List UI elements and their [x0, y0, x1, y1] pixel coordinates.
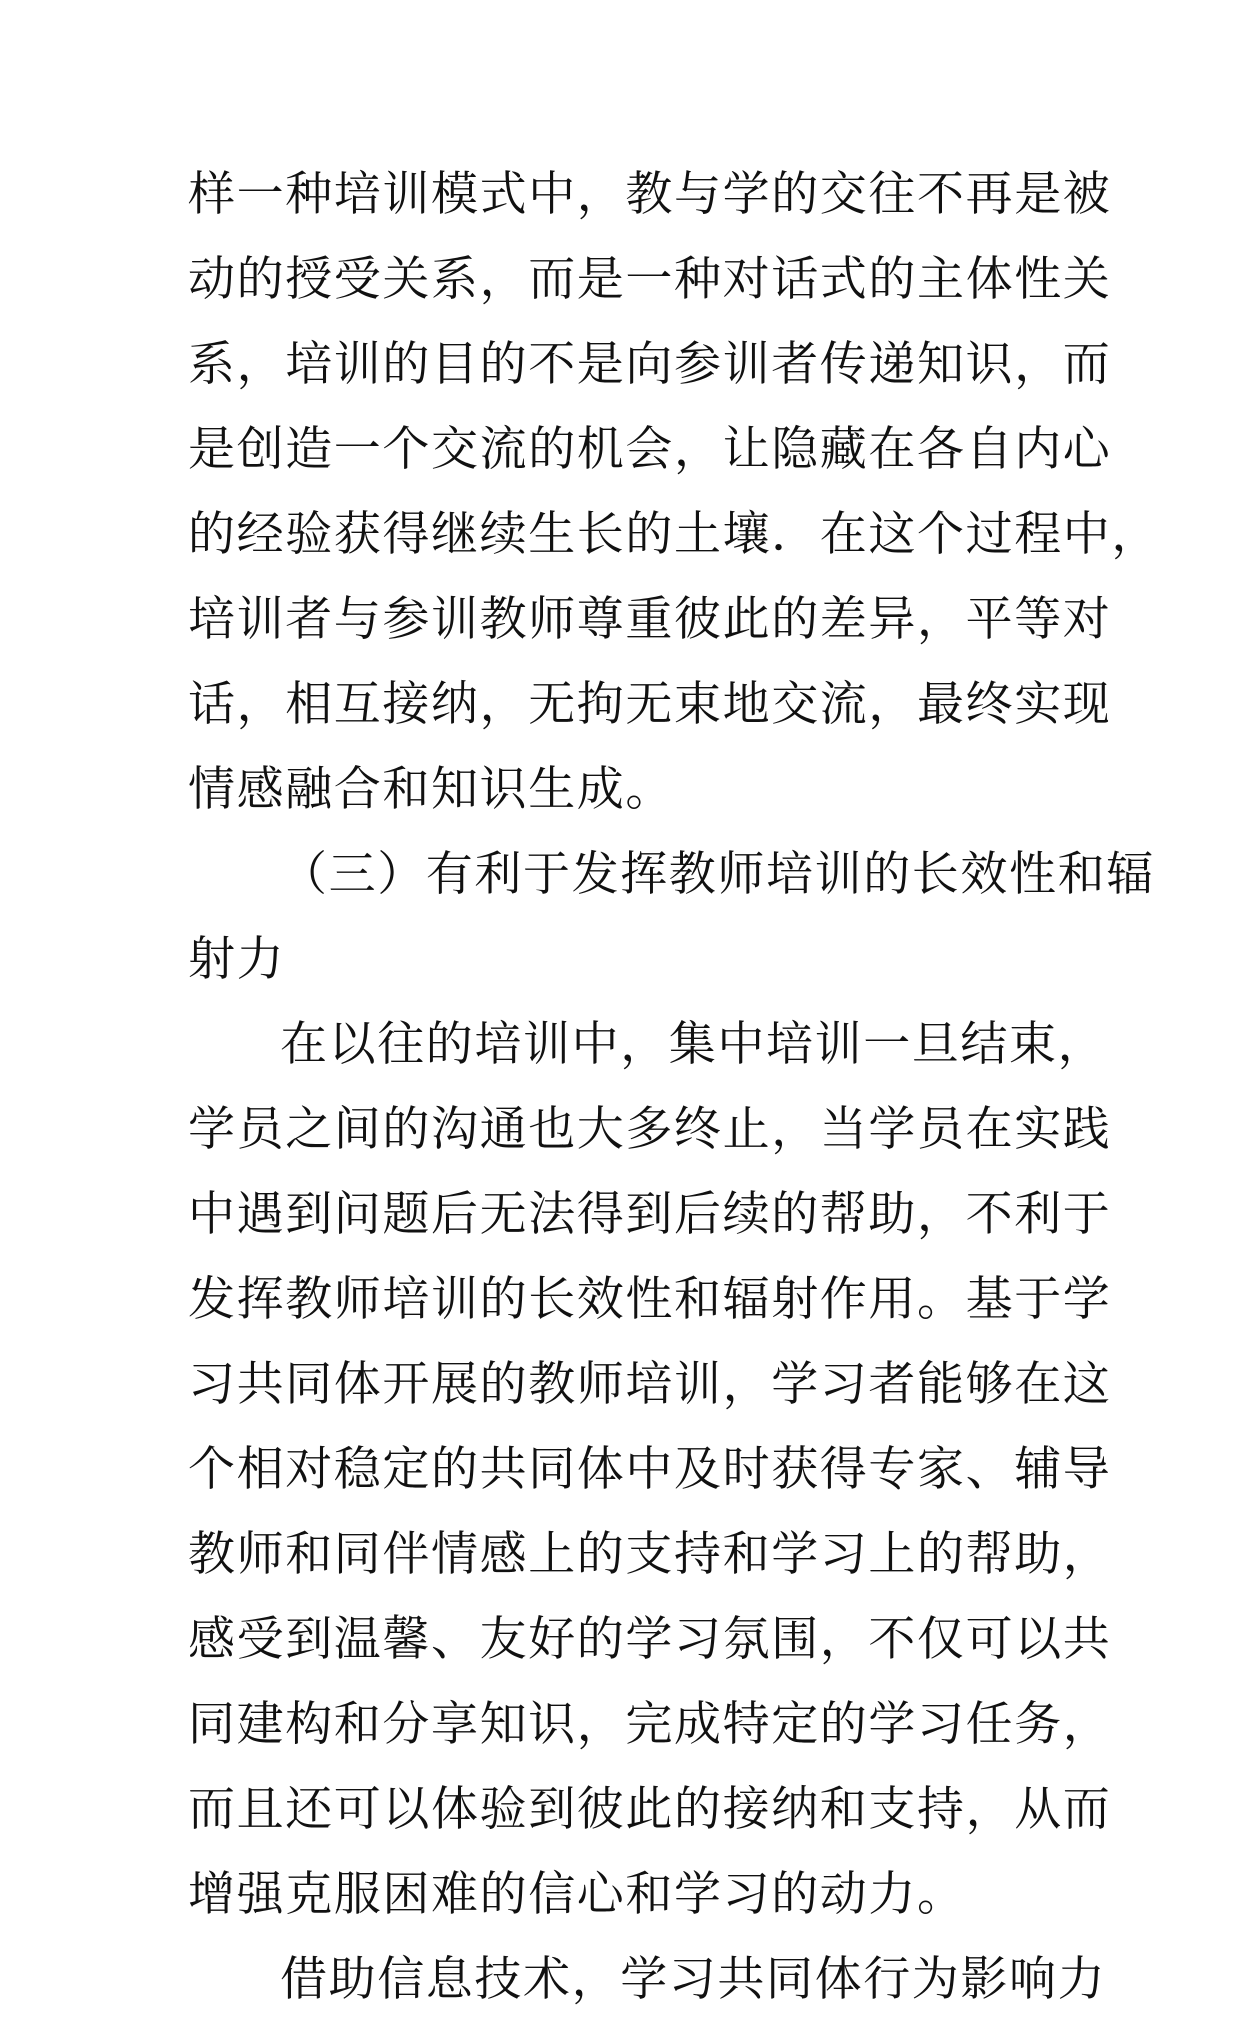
- text-line: 的经验获得继续生长的土壤．在这个过程中，: [188, 507, 1160, 562]
- body-text: [188, 152, 1160, 2022]
- text-line: 系，培训的目的不是向参训者传递知识，而: [188, 337, 1112, 392]
- text-line: 习共同体开展的教师培训，学习者能够在这: [188, 1357, 1112, 1412]
- paragraph-start: 借助信息技术，学习共同体行为影响力: [280, 1952, 1107, 2007]
- text-line: 而且还可以体验到彼此的接纳和支持，从而: [188, 1782, 1112, 1837]
- text-line: 情感融合和知识生成。: [188, 762, 674, 817]
- text-line: 是创造一个交流的机会，让隐藏在各自内心: [188, 422, 1112, 477]
- text-line: 动的授受关系，而是一种对话式的主体性关: [188, 252, 1112, 307]
- section-heading: （三）有利于发挥教师培训的长效性和辐: [280, 847, 1155, 902]
- text-line: 话，相互接纳，无拘无束地交流，最终实现: [188, 677, 1112, 732]
- text-line: 学员之间的沟通也大多终止，当学员在实践: [188, 1102, 1112, 1157]
- text-line: 教师和同伴情感上的支持和学习上的帮助，: [188, 1527, 1112, 1582]
- text-line: 同建构和分享知识，完成特定的学习任务，: [188, 1697, 1112, 1752]
- paragraph-start: 在以往的培训中，集中培训一旦结束，: [280, 1017, 1107, 1072]
- text-line: 个相对稳定的共同体中及时获得专家、辅导: [188, 1442, 1112, 1497]
- text-line: 样一种培训模式中，教与学的交往不再是被: [188, 167, 1112, 222]
- text-line: 中遇到问题后无法得到后续的帮助，不利于: [188, 1187, 1112, 1242]
- text-line: 培训者与参训教师尊重彼此的差异，平等对: [188, 592, 1112, 647]
- text-line: 感受到温馨、友好的学习氛围，不仅可以共: [188, 1612, 1112, 1667]
- text-line: 发挥教师培训的长效性和辐射作用。基于学: [188, 1272, 1112, 1327]
- text-line: 增强克服困难的信心和学习的动力。: [188, 1867, 966, 1922]
- section-heading-continuation: 射力: [188, 932, 286, 987]
